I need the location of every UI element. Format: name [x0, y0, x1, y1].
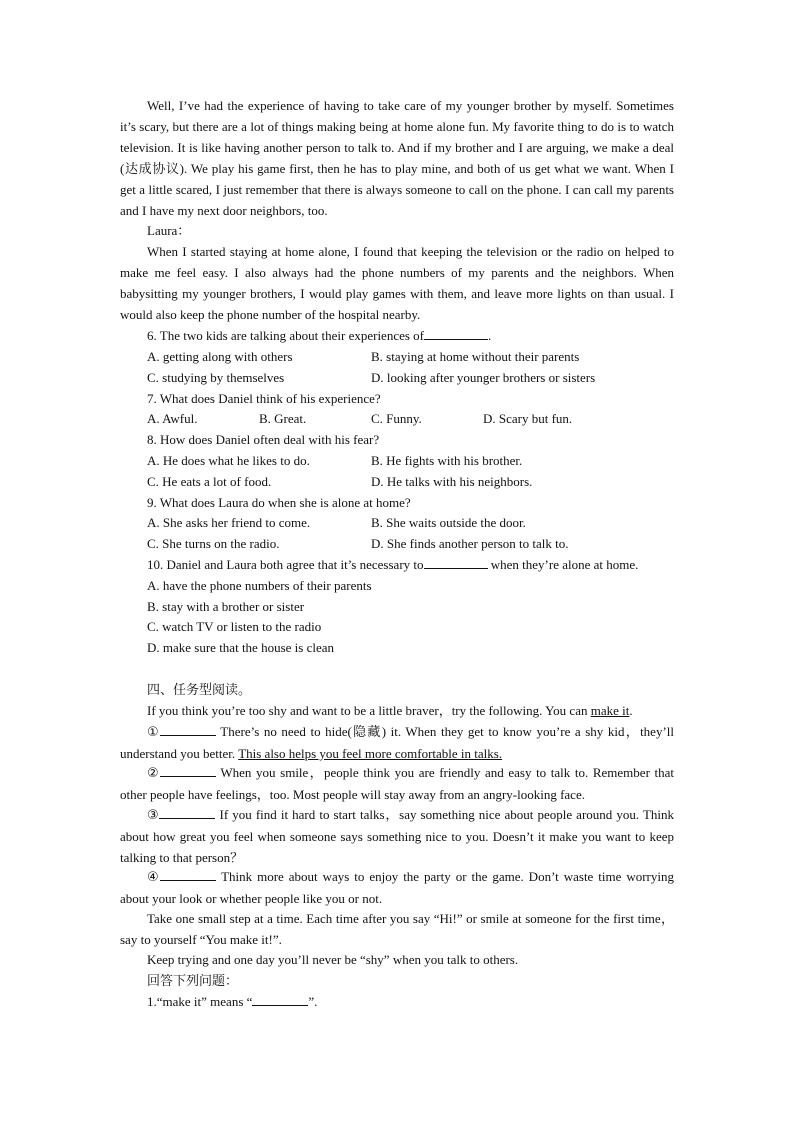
q6-option-b[interactable]: B. staying at home without their parents: [371, 349, 580, 364]
section4-paragraph-1: ① There’s no need to hide(隐藏) it. When they get to know you’re a shy kid，they’ll understand you better. This also helps you feel more comfortable in talks.: [120, 724, 674, 761]
section4-paragraph-6: Keep trying and one day you’ll never be “shy” when you talk to others.: [147, 952, 519, 967]
circled-number-4: ④: [147, 870, 161, 885]
laura-paragraph: When I started staying at home alone, I found that keeping the television or the radio on helped to make me feel easy. I also always had the phone numbers of my parents and the neighbors. When babysitting my younger brothers, I would play games with them, and leave more lights on than usual. I would also keep the phone number of the hospital nearby.: [120, 244, 674, 322]
q8-option-d[interactable]: D. He talks with his neighbors.: [371, 474, 533, 489]
question-8: 8. How does Daniel often deal with his fear?: [147, 432, 380, 447]
make-it-phrase: make it: [590, 703, 630, 718]
answer-blank[interactable]: [424, 327, 488, 340]
section4-paragraph-3: ③ If you find it hard to start talks，say something nice about people around you. Think about how great you feel when someone says something nice to you. Doesn’t it make you want to keep talking to that person？: [120, 807, 674, 865]
question-10: 10. Daniel and Laura both agree that it’s necessary to when they’re alone at home.: [147, 557, 639, 572]
underlined-sentence: This also helps you feel more comfortable in talks.: [238, 745, 503, 761]
question-6: 6. The two kids are talking about their experiences of .: [147, 328, 492, 343]
q8-option-b[interactable]: B. He fights with his brother.: [371, 453, 523, 468]
q9-option-d[interactable]: D. She finds another person to talk to.: [371, 536, 569, 551]
section4-heading: 四、任务型阅读。: [147, 682, 252, 697]
q10-option-c[interactable]: C. watch TV or listen to the radio: [147, 619, 322, 634]
circled-number-1: ①: [147, 725, 160, 740]
question-7: 7. What does Daniel think of his experience?: [147, 391, 381, 406]
section4-intro: If you think you’re too shy and want to be a little braver，try the following. You can make it.: [147, 703, 633, 718]
answer-blank[interactable]: [160, 723, 216, 736]
q6-option-c[interactable]: C. studying by themselves: [147, 370, 285, 385]
q6-option-a[interactable]: A. getting along with others: [147, 349, 293, 364]
answer-question-1: 1.“make it” means “ ”.: [147, 994, 318, 1009]
q10-option-a[interactable]: A. have the phone numbers of their parents: [147, 578, 372, 593]
q6-option-d[interactable]: D. looking after younger brothers or sisters: [371, 370, 596, 385]
answer-blank[interactable]: [252, 993, 308, 1006]
circled-number-2: ②: [147, 766, 161, 781]
answer-blank[interactable]: [160, 764, 216, 777]
section4-paragraph-2: ② When you smile，people think you are friendly and easy to talk to. Remember that other people have feelings，too. Most people will stay away from an angry-looking face.: [120, 765, 674, 802]
q8-option-c[interactable]: C. He eats a lot of food.: [147, 474, 272, 489]
section4-paragraph-5: Take one small step at a time. Each time after you say “Hi!” or smile at someone for the first time，say to yourself “You make it!”.: [120, 911, 674, 947]
q7-option-a[interactable]: A. Awful.: [147, 411, 198, 426]
circled-number-3: ③: [147, 808, 160, 823]
question-9: 9. What does Laura do when she is alone at home?: [147, 495, 411, 510]
q9-option-b[interactable]: B. She waits outside the door.: [371, 515, 526, 530]
answer-blank[interactable]: [160, 868, 216, 881]
answer-heading: 回答下列问题：: [147, 973, 239, 988]
section4-paragraph-4: ④ Think more about ways to enjoy the party or the game. Don’t waste time worrying about your look or whether people like you or not.: [120, 869, 674, 906]
laura-label: Laura：: [147, 223, 191, 238]
q9-option-c[interactable]: C. She turns on the radio.: [147, 536, 280, 551]
q7-option-b[interactable]: B. Great.: [259, 411, 307, 426]
q10-option-b[interactable]: B. stay with a brother or sister: [147, 599, 305, 614]
q7-option-c[interactable]: C. Funny.: [371, 411, 422, 426]
answer-blank[interactable]: [424, 556, 488, 569]
q7-option-d[interactable]: D. Scary but fun.: [483, 411, 573, 426]
answer-blank[interactable]: [159, 806, 215, 819]
q9-option-a[interactable]: A. She asks her friend to come.: [147, 515, 311, 530]
q8-option-a[interactable]: A. He does what he likes to do.: [147, 453, 310, 468]
q10-option-d[interactable]: D. make sure that the house is clean: [147, 640, 334, 655]
daniel-paragraph: Well, I’ve had the experience of having to take care of my younger brother by myself. Sometimes it’s scary, but there are a lot of things making being at home alone fun. My favorite thing to do is to watch television. It is like having another person to talk to. And if my brother and I are arguing, we make a deal (达成协议). We play his game first, then he has to play mine, and both of us get what we want. When I get a little scared, I just remember that there is always someone to call on the phone. I can call my parents and I have my next door neighbors, too.: [120, 98, 674, 218]
